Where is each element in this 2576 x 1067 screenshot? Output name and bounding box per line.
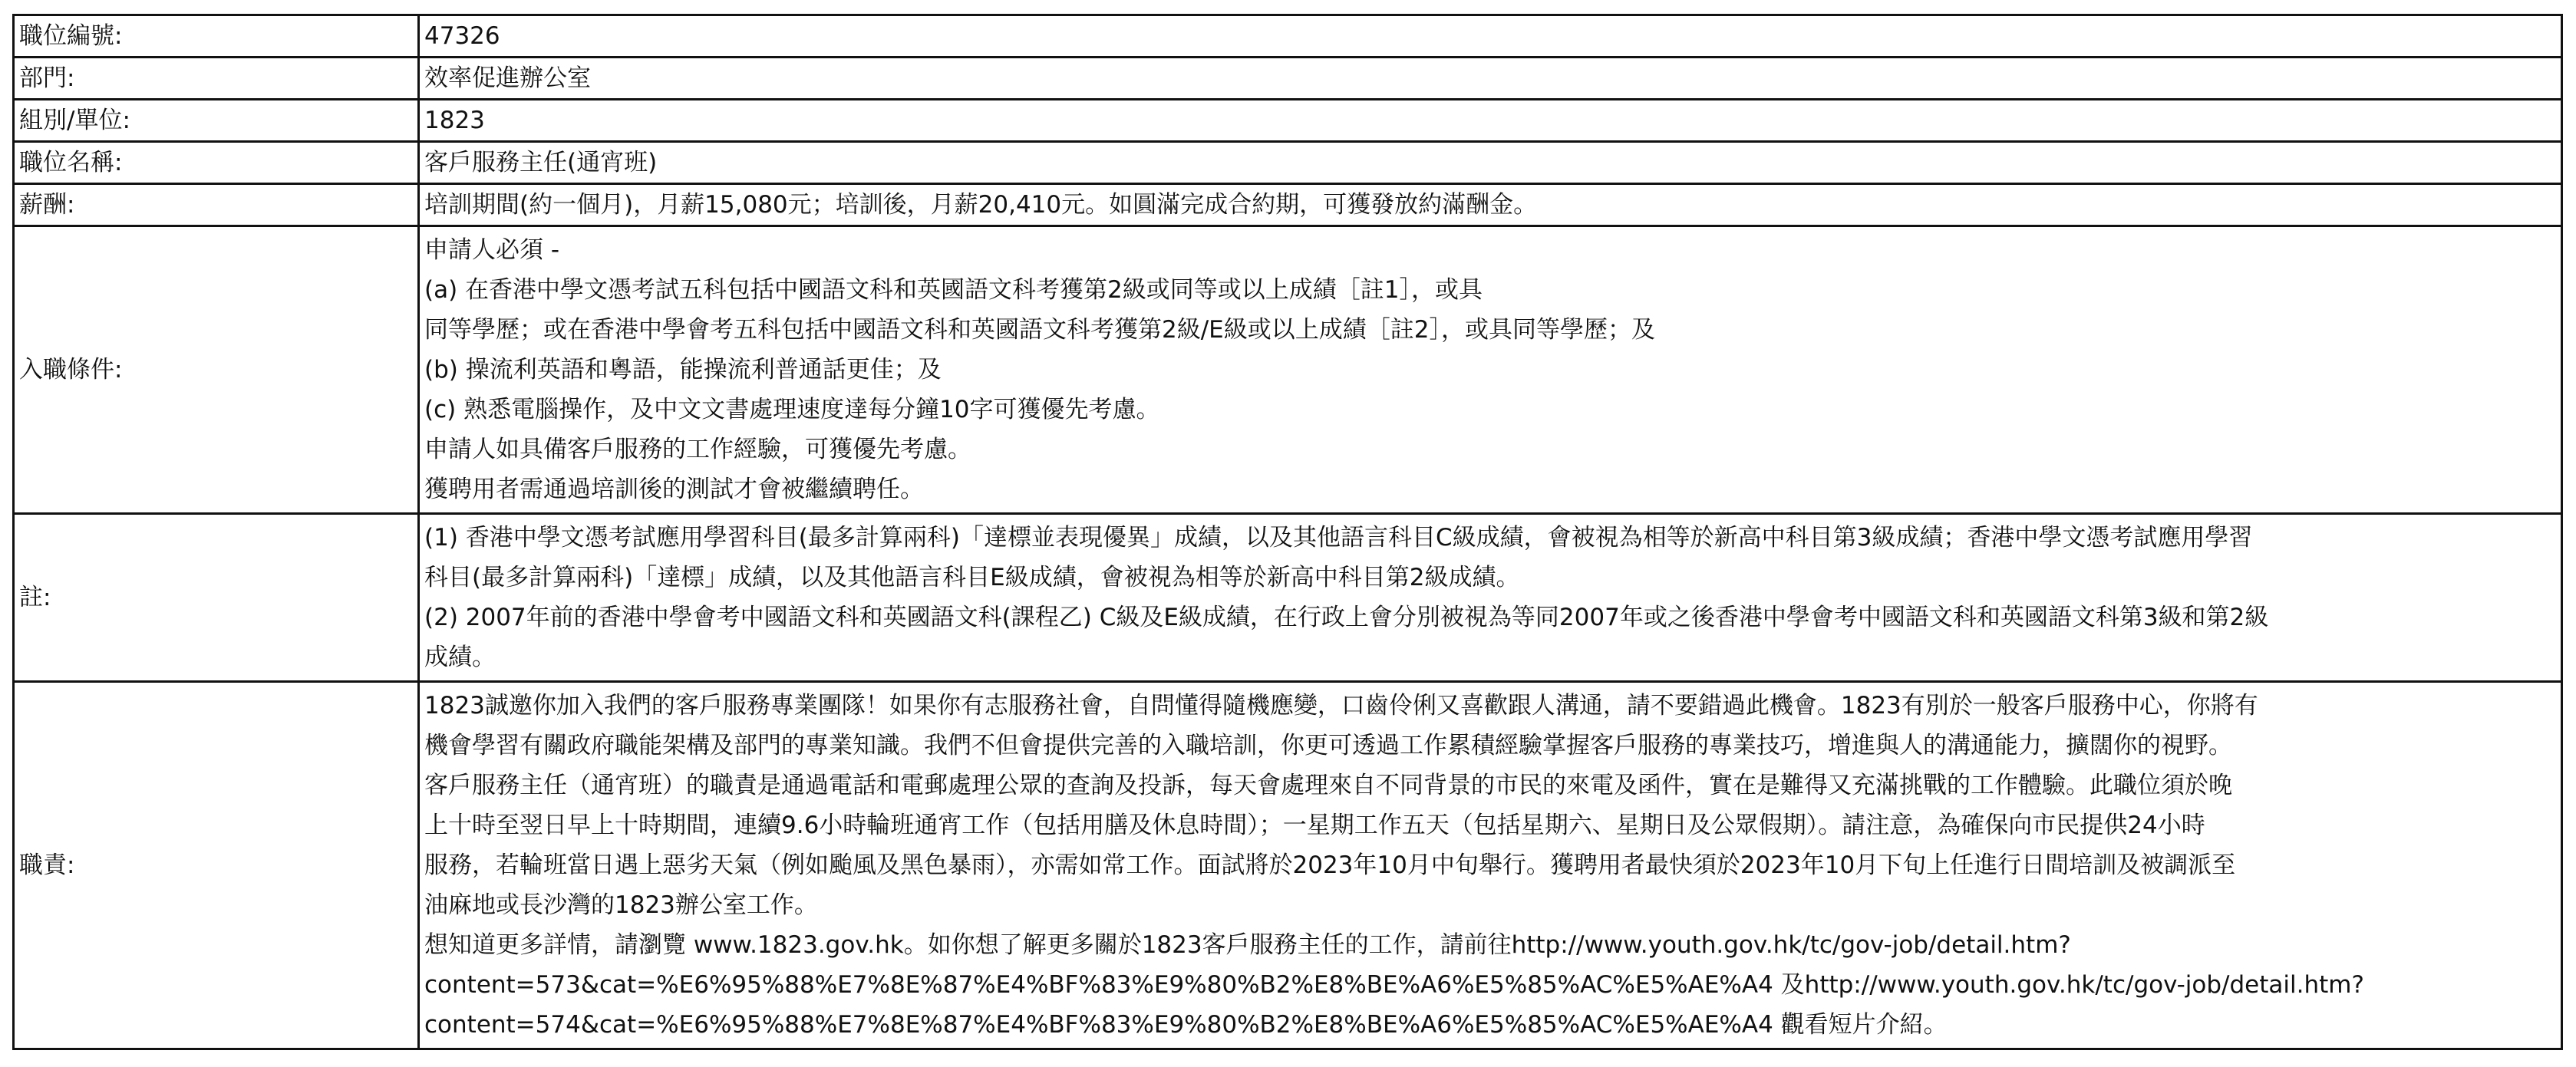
unit-value: 1823	[419, 100, 2562, 142]
duties-line: 油麻地或長沙灣的1823辦公室工作。	[424, 891, 818, 919]
notes-line: (1) 香港中學文憑考試應用學習科目(最多計算兩科)「達標並表現優異」成績，以及其他語言科目C級成績，會被視為相等於新高中科目第3級成績；香港中學文憑考試應用學習	[424, 524, 2253, 552]
notes-value	[419, 514, 2562, 682]
requirements-line: 獲聘用者需通過培訓後的測試才會被繼續聘任。	[424, 476, 924, 503]
duties-line: 服務，若輪班當日遇上惡劣天氣（例如颱風及黑色暴雨），亦需如常工作。面試將於2023年10月中旬舉行。獲聘用者最快須於2023年10月下旬上任進行日間培訓及被調派至	[424, 851, 2236, 879]
requirements-label: 入職條件:	[14, 226, 419, 514]
salary-label: 薪酬:	[14, 184, 419, 226]
duties-line: content=573&cat=%E6%95%88%E7%8E%87%E4%BF%83%E9%80%B2%E8%BE%A6%E5%85%AC%E5%AE%A4 及http://www.youth.gov.hk/tc/gov-job/detail.htm?	[424, 971, 2364, 999]
row-job-id	[14, 15, 2562, 58]
job-title-value: 客戶服務主任(通宵班)	[419, 142, 2562, 184]
notes-line: 科目(最多計算兩科)「達標」成績，以及其他語言科目E級成績，會被視為相等於新高中科目第2級成績。	[424, 564, 1520, 591]
row-job-title	[14, 142, 2562, 184]
notes-line: 成績。	[424, 644, 496, 671]
duties-line: 想知道更多詳情，請瀏覽 www.1823.gov.hk。如你想了解更多關於1823客戶服務主任的工作，請前往http://www.youth.gov.hk/tc/gov-job/detail.htm?	[424, 931, 2071, 959]
row-department	[14, 58, 2562, 100]
department-label: 部門:	[14, 58, 419, 100]
duties-value	[419, 682, 2562, 1049]
requirements-line: (b) 操流利英語和粵語，能操流利普通話更佳；及	[424, 356, 942, 384]
row-unit	[14, 100, 2562, 142]
notes-label: 註:	[14, 514, 419, 682]
requirements-line: 申請人必須 -	[424, 236, 560, 264]
job-details-table	[12, 14, 2563, 1050]
row-salary	[14, 184, 2562, 226]
department-value: 效率促進辦公室	[419, 58, 2562, 100]
row-duties	[14, 682, 2562, 1049]
requirements-line: (c) 熟悉電腦操作，及中文文書處理速度達每分鐘10字可獲優先考慮。	[424, 396, 1160, 423]
duties-label: 職責:	[14, 682, 419, 1049]
duties-line: 客戶服務主任（通宵班）的職責是通過電話和電郵處理公眾的查詢及投訴，每天會處理來自不同背景的市民的來電及函件，實在是難得又充滿挑戰的工作體驗。此職位須於晚	[424, 772, 2232, 799]
duties-line: 機會學習有關政府職能架構及部門的專業知識。我們不但會提供完善的入職培訓，你更可透過工作累積經驗掌握客戶服務的專業技巧，增進與人的溝通能力，擴闊你的視野。	[424, 732, 2232, 759]
job-id-value: 47326	[419, 15, 2562, 58]
unit-label: 組別/單位:	[14, 100, 419, 142]
row-requirements	[14, 226, 2562, 514]
job-id-label: 職位編號:	[14, 15, 419, 58]
notes-line: (2) 2007年前的香港中學會考中國語文科和英國語文科(課程乙) C級及E級成績，在行政上會分別被視為等同2007年或之後香港中學會考中國語文科和英國語文科第3級和第2級	[424, 604, 2269, 631]
row-notes	[14, 514, 2562, 682]
duties-line: 上十時至翌日早上十時期間，連續9.6小時輪班通宵工作（包括用膳及休息時間）；一星期工作五天（包括星期六、星期日及公眾假期）。請注意，為確保向市民提供24小時	[424, 812, 2205, 839]
duties-line: 1823誠邀你加入我們的客戶服務專業團隊！如果你有志服務社會，自問懂得隨機應變，口齒伶俐又喜歡跟人溝通，請不要錯過此機會。1823有別於一般客戶服務中心，你將有	[424, 692, 2258, 720]
requirements-value	[419, 226, 2562, 514]
salary-value: 培訓期間(約一個月)，月薪15,080元；培訓後，月薪20,410元。如圓滿完成合約期，可獲發放約滿酬金。	[419, 184, 2562, 226]
job-title-label: 職位名稱:	[14, 142, 419, 184]
requirements-line: 申請人如具備客戶服務的工作經驗，可獲優先考慮。	[424, 436, 971, 463]
duties-line: content=574&cat=%E6%95%88%E7%8E%87%E4%BF%83%E9%80%B2%E8%BE%A6%E5%85%AC%E5%AE%A4 觀看短片介紹。	[424, 1011, 1948, 1039]
requirements-line: 同等學歷；或在香港中學會考五科包括中國語文科和英國語文科考獲第2級/E級或以上成績［註2］，或具同等學歷；及	[424, 316, 1655, 344]
requirements-line: (a) 在香港中學文憑考試五科包括中國語文科和英國語文科考獲第2級或同等或以上成績［註1］，或具	[424, 276, 1483, 304]
